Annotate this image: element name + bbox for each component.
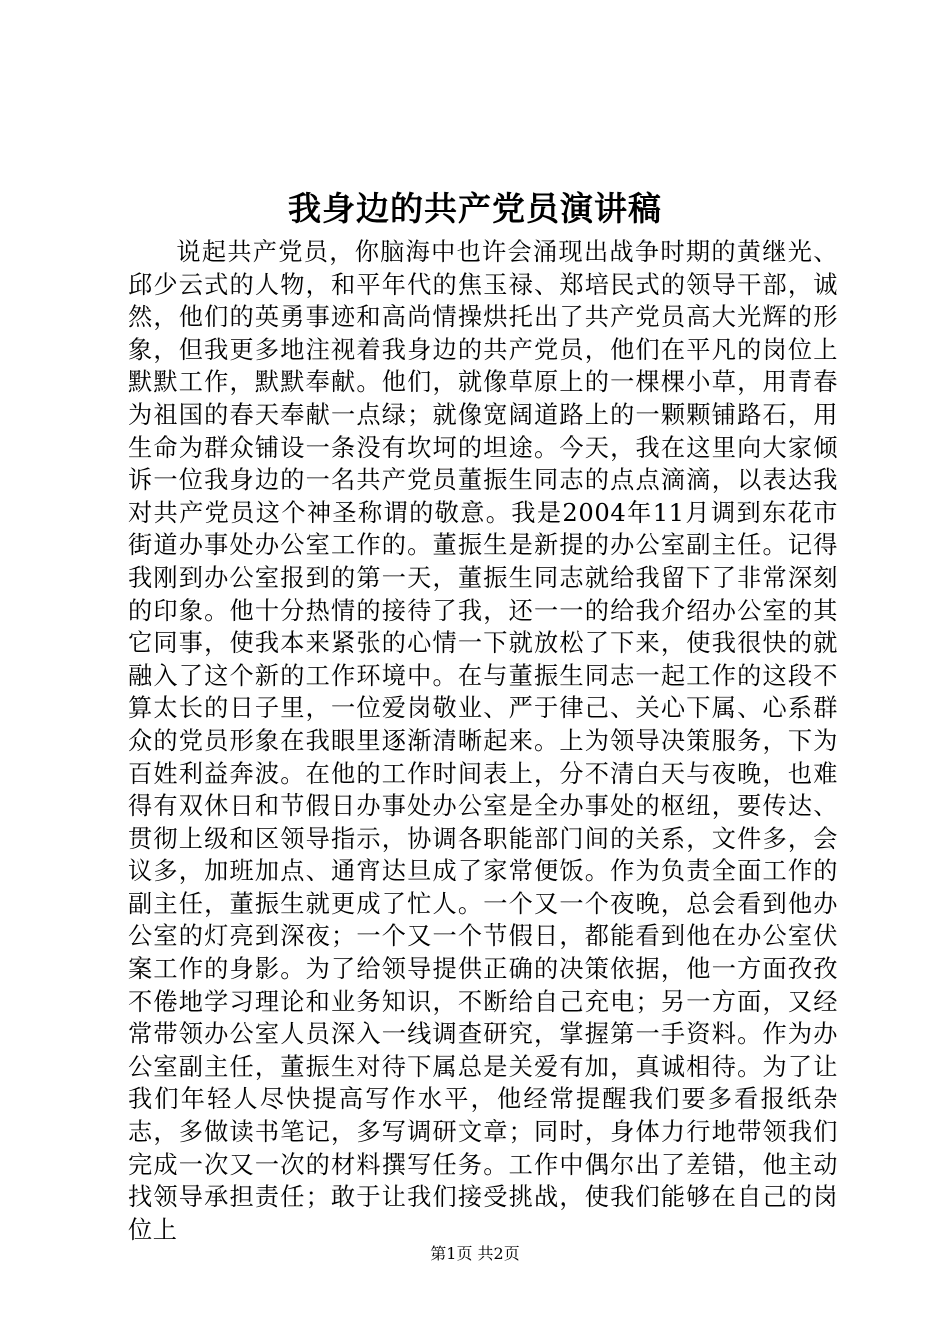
document-title: 我身边的共产党员演讲稿 xyxy=(288,189,662,228)
document-body: 说起共产党员，你脑海中也许会涌现出战争时期的黄继光、邱少云式的人物，和平年代的焦玉禄、郑培民式的领导干部，诚然，他们的英勇事迹和高尚情操烘托出了共产党员高大光辉的形象，但我更多地注视着我身边的共产党员，他们在平凡的岗位上默默工作，默默奉献。他们，就像草原上的一棵棵小草，用青春为祖国的春天奉献一点绿；就像宽阔道路上的一颗颗铺路石，用生命为群众铺设一条没有坎坷的坦途。今天，我在这里向大家倾诉一位我身边的一名共产党员董振生同志的点点滴滴，以表达我对共产党员这个神圣称谓的敬意。我是2004年11月调到东花市街道办事处办公室工作的。董振生是新提的办公室副主任。记得我刚到办公室报到的第一天，董振生同志就给我留下了非常深刻的印象。他十分热情的接待了我，还一一的给我介绍办公室的其它同事，使我本来紧张的心情一下就放松了下来，使我很快的就融入了这个新的工作环境中。在与董振生同志一起工作的这段不算太长的日子里，一位爱岗敬业、严于律己、关心下属、心系群众的党员形象在我眼里逐渐清晰起来。上为领导决策服务，下为百姓利益奔波。在他的工作时间表上，分不清白天与夜晚，也难得有双休日和节假日办事处办公室是全办事处的枢纽，要传达、贯彻上级和区领导指示，协调各职能部门间的关系，文件多，会议多，加班加点、通宵达旦成了家常便饭。作为负责全面工作的副主任，董振生就更成了忙人。一个又一个夜晚，总会看到他办公室的灯亮到深夜；一个又一个节假日，都能看到他在办公室伏案工作的身影。为了给领导提供正确的决策依据，他一方面孜孜不倦地学习理论和业务知识，不断给自己充电；另一方面，又经常带领办公室人员深入一线调查研究，掌握第一手资料。作为办公室副主任，董振生对待下属总是关爱有加，真诚相待。为了让我们年轻人尽快提高写作水平，他经常提醒我们要多看报纸杂志，多做读书笔记，多写调研文章；同时，身体力行地带领我们完成一次又一次的材料撰写任务。工作中偶尔出了差错，他主动找领导承担责任；敢于让我们接受挑战，使我们能够在自己的岗位上 xyxy=(128,238,838,1244)
page-footer: 第1页 共2页 xyxy=(430,1244,520,1263)
